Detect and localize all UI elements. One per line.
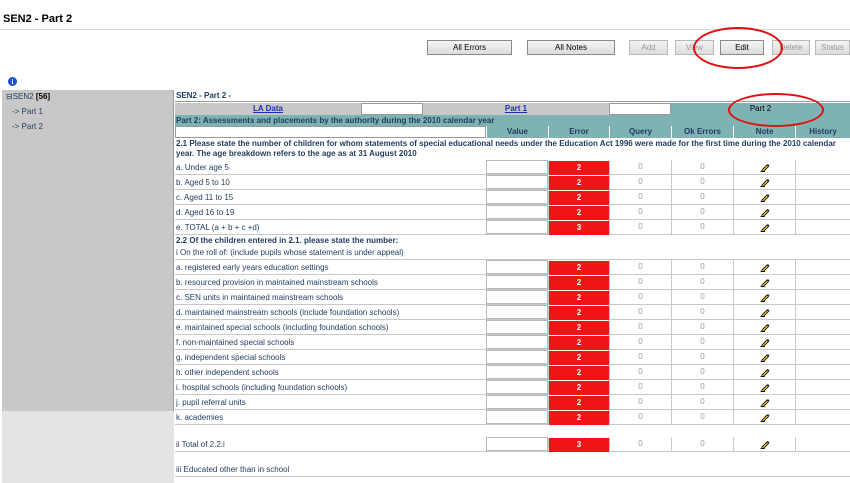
note-cell — [733, 395, 795, 409]
query-count: 0 — [609, 380, 671, 394]
column-header-query: Query — [609, 126, 671, 138]
note-cell — [733, 320, 795, 334]
page-title: SEN2 - Part 2 — [3, 13, 73, 25]
all-errors-button[interactable]: All Errors — [427, 40, 512, 55]
value-input[interactable] — [486, 365, 548, 379]
ok-errors-count: 0 — [671, 260, 733, 274]
error-count[interactable]: 2 — [548, 161, 609, 175]
value-input[interactable] — [486, 395, 548, 409]
value-input[interactable] — [486, 410, 548, 424]
history-cell — [795, 175, 850, 189]
row-label: a. registered early years education settings — [176, 263, 329, 272]
table-row — [175, 410, 850, 425]
section-title: SEN2 - Part 2 - — [175, 90, 850, 102]
delete-button[interactable]: Delete — [772, 40, 810, 55]
status-button[interactable]: Status — [815, 40, 850, 55]
history-cell — [795, 437, 850, 451]
note-cell — [733, 410, 795, 424]
history-cell — [795, 220, 850, 234]
ok-errors-count: 0 — [671, 410, 733, 424]
question-2-2-iii-heading: iii Educated other than in school — [175, 464, 850, 477]
question-2-2-subheading: i On the roll of: (include pupils whose statement is under appeal) — [175, 247, 850, 260]
pencil-icon[interactable] — [760, 162, 770, 172]
pencil-icon[interactable] — [760, 292, 770, 302]
history-cell — [795, 290, 850, 304]
tree-footer-area — [2, 411, 174, 483]
error-count[interactable]: 2 — [548, 176, 609, 190]
column-header-note: Note — [733, 126, 795, 138]
navigation-tree — [2, 90, 174, 411]
note-cell — [733, 275, 795, 289]
query-count: 0 — [609, 190, 671, 204]
query-count: 0 — [609, 260, 671, 274]
error-count[interactable]: 2 — [548, 351, 609, 365]
table-row — [175, 160, 850, 175]
note-cell — [733, 437, 795, 451]
pencil-icon[interactable] — [760, 222, 770, 232]
column-header-error: Error — [548, 126, 609, 138]
error-count[interactable]: 2 — [548, 366, 609, 380]
note-cell — [733, 190, 795, 204]
error-count[interactable]: 2 — [548, 381, 609, 395]
value-input[interactable] — [486, 380, 548, 394]
query-count: 0 — [609, 205, 671, 219]
pencil-icon[interactable] — [760, 307, 770, 317]
pencil-icon[interactable] — [760, 262, 770, 272]
value-input[interactable] — [486, 205, 548, 219]
error-count[interactable]: 2 — [548, 206, 609, 220]
tab-spacer — [609, 103, 671, 115]
history-cell — [795, 305, 850, 319]
tab-bar — [175, 102, 850, 115]
ok-errors-count: 0 — [671, 275, 733, 289]
error-count[interactable]: 2 — [548, 276, 609, 290]
query-count: 0 — [609, 320, 671, 334]
edit-button[interactable]: Edit — [720, 40, 764, 55]
pencil-icon[interactable] — [760, 367, 770, 377]
history-cell — [795, 160, 850, 174]
question-2-2: 2.2 Of the children entered in 2.1. please state the number: — [175, 235, 850, 247]
query-count: 0 — [609, 350, 671, 364]
query-count: 0 — [609, 175, 671, 189]
add-button[interactable]: Add — [629, 40, 668, 55]
note-cell — [733, 160, 795, 174]
ok-errors-count: 0 — [671, 380, 733, 394]
tree-root-count: [56] — [35, 92, 51, 101]
pencil-icon[interactable] — [760, 277, 770, 287]
column-headers — [175, 126, 850, 138]
pencil-icon[interactable] — [760, 412, 770, 422]
pencil-icon[interactable] — [760, 352, 770, 362]
value-input[interactable] — [486, 275, 548, 289]
pencil-icon[interactable] — [760, 207, 770, 217]
ok-errors-count: 0 — [671, 205, 733, 219]
note-cell — [733, 220, 795, 234]
history-cell — [795, 335, 850, 349]
row-spacer — [175, 425, 850, 437]
ok-errors-count: 0 — [671, 190, 733, 204]
view-button[interactable]: View — [675, 40, 714, 55]
note-cell — [733, 290, 795, 304]
pencil-icon[interactable] — [760, 397, 770, 407]
query-count: 0 — [609, 410, 671, 424]
error-count[interactable]: 2 — [548, 261, 609, 275]
column-header-ok-errors: Ok Errors — [671, 126, 733, 138]
error-count[interactable]: 2 — [548, 336, 609, 350]
row-label: b. resourced provision in maintained mainstream schools — [176, 278, 378, 287]
table-row — [175, 175, 850, 190]
info-icon[interactable]: i — [8, 77, 17, 86]
column-header-value: Value — [486, 126, 548, 138]
row-label: k. academies — [176, 413, 224, 422]
note-cell — [733, 205, 795, 219]
table-row — [175, 190, 850, 205]
table-row — [175, 320, 850, 335]
row-label: f. non-maintained special schools — [176, 338, 295, 347]
pencil-icon[interactable] — [760, 337, 770, 347]
error-count[interactable]: 2 — [548, 306, 609, 320]
query-count: 0 — [609, 160, 671, 174]
note-cell — [733, 335, 795, 349]
row-label: d. maintained mainstream schools (include foundation schools) — [176, 308, 400, 317]
toolbar — [0, 40, 850, 56]
note-cell — [733, 175, 795, 189]
row-label: g. independent special schools — [176, 353, 286, 362]
row-label: j. pupil referral units — [176, 398, 246, 407]
value-input[interactable] — [486, 437, 548, 451]
all-notes-button[interactable]: All Notes — [527, 40, 615, 55]
value-input[interactable] — [486, 190, 548, 204]
row-label: c. SEN units in maintained mainstream schools — [176, 293, 344, 302]
note-cell — [733, 380, 795, 394]
note-cell — [733, 305, 795, 319]
ok-errors-count: 0 — [671, 395, 733, 409]
table-row — [175, 305, 850, 320]
table-row — [175, 395, 850, 410]
row-label: e. TOTAL (a + b + c +d) — [176, 223, 260, 232]
pencil-icon[interactable] — [760, 177, 770, 187]
ok-errors-count: 0 — [671, 350, 733, 364]
value-input[interactable] — [486, 175, 548, 189]
value-input[interactable] — [486, 220, 548, 234]
row-label: a. Under age 5 — [176, 163, 229, 172]
tab-part1[interactable] — [423, 103, 609, 115]
row-label: c. Aged 11 to 15 — [176, 193, 234, 202]
query-count: 0 — [609, 395, 671, 409]
table-row — [175, 350, 850, 365]
tree-item-part1[interactable]: -> Part 1 — [12, 107, 43, 116]
question-2-1: 2.1 Please state the number of children for whom statements of special educational needs under the Education Act 1996 were made for the first time during the 2010 calendar year. The age breakdown refers to the age as at 31 August 2010 — [175, 138, 850, 160]
error-count[interactable]: 2 — [548, 411, 609, 425]
pencil-icon[interactable] — [760, 439, 770, 449]
row-label: b. Aged 5 to 10 — [176, 178, 230, 187]
history-cell — [795, 395, 850, 409]
error-count[interactable]: 2 — [548, 396, 609, 410]
history-cell — [795, 350, 850, 364]
history-cell — [795, 320, 850, 334]
tab-la-data-link[interactable]: LA Data — [253, 104, 283, 113]
ok-errors-count: 0 — [671, 437, 733, 451]
error-count[interactable]: 3 — [548, 221, 609, 235]
error-count[interactable]: 2 — [548, 321, 609, 335]
ok-errors-count: 0 — [671, 220, 733, 234]
ok-errors-count: 0 — [671, 290, 733, 304]
query-count: 0 — [609, 437, 671, 451]
title-divider — [0, 29, 850, 30]
table-row — [175, 437, 850, 452]
row-label: ii Total of 2.2.i — [176, 440, 225, 449]
query-count: 0 — [609, 290, 671, 304]
query-count: 0 — [609, 335, 671, 349]
table-row — [175, 335, 850, 350]
form-main — [175, 90, 850, 477]
table-row — [175, 290, 850, 305]
note-cell — [733, 350, 795, 364]
value-input[interactable] — [486, 260, 548, 274]
ok-errors-count: 0 — [671, 320, 733, 334]
note-cell — [733, 260, 795, 274]
value-input[interactable] — [486, 335, 548, 349]
value-input[interactable] — [486, 305, 548, 319]
history-cell — [795, 410, 850, 424]
error-count[interactable]: 2 — [548, 291, 609, 305]
row-label: e. maintained special schools (including foundation schools) — [176, 323, 389, 332]
tree-root-label: ⊟SEN2 — [6, 92, 34, 101]
history-cell — [795, 275, 850, 289]
tab-la-data[interactable] — [175, 103, 361, 115]
value-input[interactable] — [486, 160, 548, 174]
tab-part2[interactable]: Part 2 — [671, 103, 850, 115]
part-title: Part 2: Assessments and placements by the authority during the 2010 calendar year — [175, 115, 850, 126]
query-count: 0 — [609, 220, 671, 234]
pencil-icon[interactable] — [760, 192, 770, 202]
query-count: 0 — [609, 365, 671, 379]
query-count: 0 — [609, 275, 671, 289]
column-header-history: History — [795, 126, 850, 138]
column-header-blank — [175, 126, 486, 138]
query-count: 0 — [609, 305, 671, 319]
table-row — [175, 205, 850, 220]
ok-errors-count: 0 — [671, 335, 733, 349]
table-row — [175, 220, 850, 235]
tab-part1-link[interactable]: Part 1 — [504, 104, 528, 113]
value-input[interactable] — [486, 350, 548, 364]
history-cell — [795, 380, 850, 394]
error-count[interactable]: 2 — [548, 191, 609, 205]
history-cell — [795, 260, 850, 274]
question-2-2-rows — [175, 260, 850, 425]
history-cell — [795, 365, 850, 379]
table-row — [175, 380, 850, 395]
history-cell — [795, 190, 850, 204]
total-row-container — [175, 437, 850, 452]
row-label: i. hospital schools (including foundation schools) — [176, 383, 348, 392]
value-input[interactable] — [486, 290, 548, 304]
tab-spacer — [361, 103, 423, 115]
ok-errors-count: 0 — [671, 305, 733, 319]
tree-item-part2[interactable]: -> Part 2 — [12, 122, 43, 131]
table-row — [175, 260, 850, 275]
row-label: d. Aged 16 to 19 — [176, 208, 235, 217]
question-2-1-rows — [175, 160, 850, 235]
ok-errors-count: 0 — [671, 365, 733, 379]
row-spacer — [175, 452, 850, 464]
note-cell — [733, 365, 795, 379]
pencil-icon[interactable] — [760, 382, 770, 392]
table-row — [175, 275, 850, 290]
pencil-icon[interactable] — [760, 322, 770, 332]
value-input[interactable] — [486, 320, 548, 334]
ok-errors-count: 0 — [671, 175, 733, 189]
ok-errors-count: 0 — [671, 160, 733, 174]
table-row — [175, 365, 850, 380]
row-label: h. other independent schools — [176, 368, 279, 377]
tree-root[interactable] — [6, 92, 50, 101]
history-cell — [795, 205, 850, 219]
error-count[interactable]: 3 — [548, 438, 609, 452]
